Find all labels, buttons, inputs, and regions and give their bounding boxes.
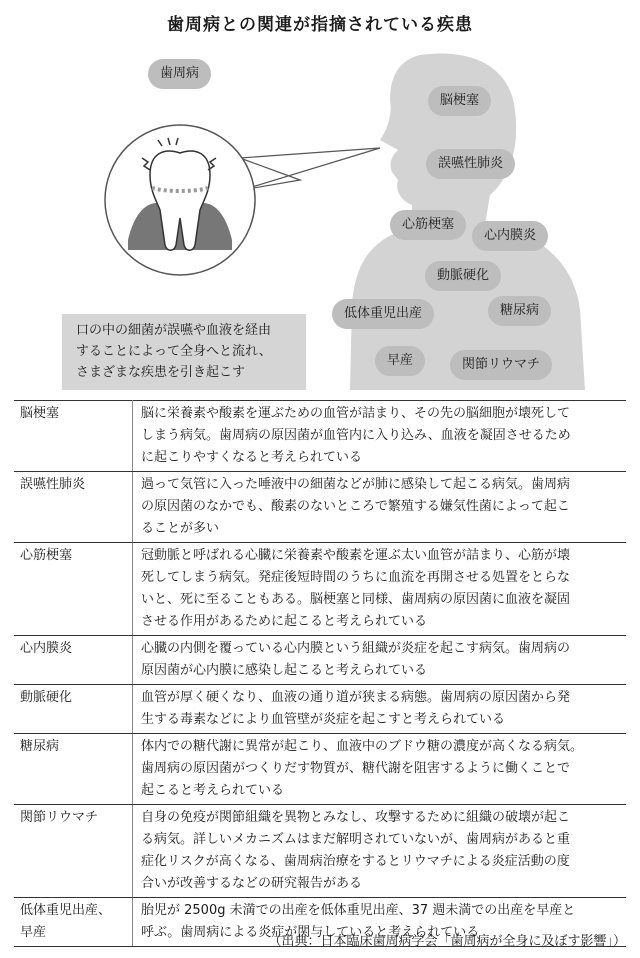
label-diabetes: 糖尿病	[488, 296, 551, 326]
caption-line: 口の中の細菌が誤嚥や血液を経由	[76, 323, 272, 338]
table-row	[14, 401, 626, 472]
term-cell: 低体重児出産、 早産	[14, 898, 133, 947]
periodontal-label: 歯周病	[148, 59, 211, 89]
desc-cell: 胎児が 2500g 未満での出産を低体重児出産、37 週未満での出産を早産と 呼ぶ。歯周病による炎症が関与していると考えられている	[133, 898, 627, 947]
term-cell: 関節リウマチ	[14, 805, 133, 898]
label-endocarditis: 心内膜炎	[472, 221, 548, 251]
page-title: 歯周病との関連が指摘されている疾患	[167, 15, 473, 35]
table-row	[14, 543, 626, 636]
desc-cell: 心臓の内側を覆っている心内膜という組織が炎症を起こす病気。歯周病の 原因菌が心内膜に感染し起こると考えられている	[133, 636, 627, 685]
desc-cell: 血管が厚く硬くなり、血液の通り道が狭まる病態。歯周病の原因菌から発 生する毒素などにより血管壁が炎症を起こすと考えられている	[133, 685, 627, 734]
disease-table	[14, 400, 626, 947]
desc-cell: 自身の免疫が関節組織を異物とみなし、攻撃するために組織の破壊が起こ る病気。詳しいメカニズムはまだ解明されていないが、歯周病があると重 症化リスクが高くなる、歯周病治療をするとリウマチによる炎症活動の度 合いが改善するなどの研究報告がある	[133, 805, 627, 898]
label-preterm: 早産	[375, 346, 425, 376]
term-cell: 心筋梗塞	[14, 543, 133, 636]
label-pneumonia: 誤嚥性肺炎	[426, 149, 515, 179]
desc-cell: 過って気管に入った唾液中の細菌などが肺に感染して起こる病気。歯周病 の原因菌のなかでも、酸素のないところで繁殖する嫌気性菌によって起こ ることが多い	[133, 472, 627, 543]
table-row	[14, 734, 626, 805]
label-stroke: 脳梗塞	[428, 86, 491, 116]
term-cell: 糖尿病	[14, 734, 133, 805]
table-row	[14, 685, 626, 734]
source-citation: （出典：日本臨床歯周病学会「歯周病が全身に及ぼす影響」）	[268, 934, 626, 949]
desc-cell: 冠動脈と呼ばれる心臓に栄養素や酸素を運ぶ太い血管が詰まり、心筋が壊 死してしまう病気。発症後短時間のうちに血流を再開させる処置をとらな いと、死に至ることもある。脳梗塞と同様、歯周病の原因菌に血液を凝固 させる作用があるために起こると考えられている	[133, 543, 627, 636]
table-row	[14, 805, 626, 898]
table-row	[14, 472, 626, 543]
term-cell: 心内膜炎	[14, 636, 133, 685]
desc-cell: 脳に栄養素や酸素を運ぶための血管が詰まり、その先の脳細胞が壊死して しまう病気。歯周病の原因菌が血管内に入り込み、血液を凝固させるため に起こりやすくなると考えられている	[133, 401, 627, 472]
label-low-birth-weight: 低体重児出産	[332, 299, 434, 329]
term-cell: 動脈硬化	[14, 685, 133, 734]
label-rheumatism: 関節リウマチ	[450, 350, 552, 380]
table-row	[14, 636, 626, 685]
term-cell: 誤嚥性肺炎	[14, 472, 133, 543]
caption-line: さまざまな疾患を引き起こす	[76, 365, 246, 380]
caption-line: することによって全身へと流れ、	[76, 344, 272, 359]
label-arteriosclerosis: 動脈硬化	[425, 261, 501, 291]
term-cell: 脳梗塞	[14, 401, 133, 472]
caption-box	[62, 314, 306, 390]
label-infarction: 心筋梗塞	[390, 210, 466, 240]
desc-cell: 体内での糖代謝に異常が起こり、血液中のブドウ糖の濃度が高くなる病気。 歯周病の原因菌がつくりだす物質が、糖代謝を阻害するように働くことで 起こると考えられている	[133, 734, 627, 805]
